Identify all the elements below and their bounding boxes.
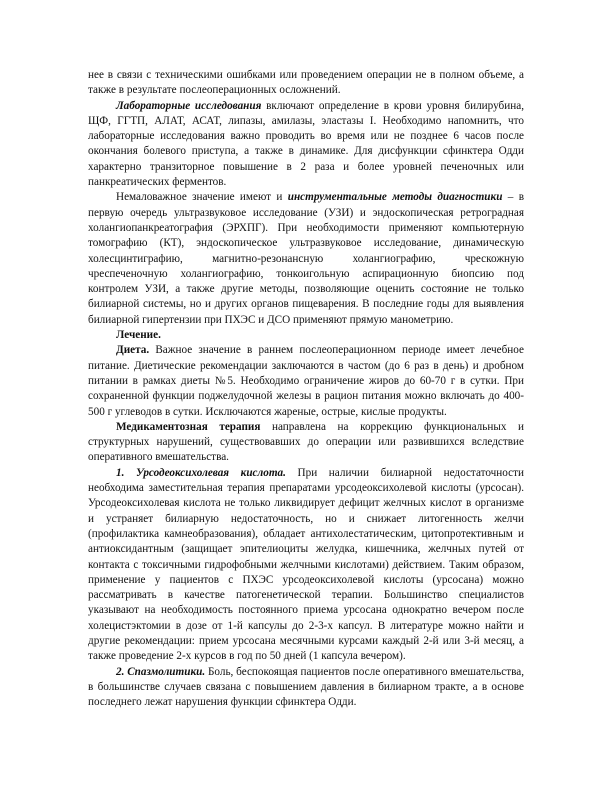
- drug-therapy-text: направлена на коррекцию функциональных и структурных нарушений, существовавших до операции или развившихся вследствие оперативного вмешательства.: [88, 420, 524, 464]
- intro-paragraph: нее в связи с техническими ошибками или проведением операции не в полном объеме, а также в результате послеоперационных осложнений.: [88, 69, 524, 97]
- lab-term: Лабораторные исследования: [116, 99, 262, 112]
- lab-text: включают определение в крови уровня билирубина, ЩФ, ГГТП, АЛАТ, АСАТ, липазы, амилазы, эластазы I. Необходимо напомнить, что лабораторные исследования важно проводить во время или не позднее 6 часов после окончания болевого приступа, а также в динамике. Для дисфункции сфинктера Одди характерно транзиторное повышение в 2 раза и более уровней печеночных или панкреатических ферментов.: [88, 99, 524, 189]
- udca-term: 1. Урсодеоксихолевая кислота.: [116, 466, 286, 479]
- drug-therapy-term: Медикаментозная терапия: [116, 420, 261, 433]
- spasmolytics-paragraph: [88, 665, 524, 711]
- spasmolytics-term: 2. Спазмолитики.: [116, 665, 206, 678]
- instrumental-term: инструментальные методы диагностики: [287, 191, 503, 204]
- udca-text: При наличии билиарной недостаточности необходима заместительная терапия препаратами урсодеоксихолевой кислоты (урсосан). Урсодеоксихолевая кислота не только ликвидирует дефицит желчных кислот в организме и устраняет билиарную недостаточность, но и снижает литогенность желчи (профилактика камнеобразования), обладает антихолестатическим, цитопротективным и антиоксидантным (защищает эпителиоциты желудка, кишечника, желчных путей от контакта с токсичными гидрофобными желчными кислотами) действием. Таким образом, применение у пациентов с ПХЭС урсодеоксихолевой кислоты (урсосана) можно рассматривать в качестве патогенетической терапии. Большинство специалистов указывают на необходимость постоянного приема урсосана однократно вечером после холецистэктомии в дозе от 1-й капсулы до 2-3-х капсул. В литературе можно найти и другие рекомендации: прием урсосана месячными курсами каждый 2-й или 3-й месяц, а также проведение 2-х курсов в год по 50 дней (1 капсула вечером).: [88, 466, 525, 663]
- instrumental-paragraph: [88, 190, 524, 328]
- instrumental-pre: Немаловажное значение имеют и: [116, 191, 288, 204]
- document-page: [88, 68, 524, 710]
- treatment-heading: Лечение.: [116, 329, 161, 342]
- diet-paragraph: [88, 343, 524, 419]
- diet-term: Диета.: [116, 344, 150, 357]
- lab-paragraph: [88, 99, 524, 191]
- udca-paragraph: [88, 466, 524, 665]
- instrumental-text: – в первую очередь ультразвуковое исследование (УЗИ) и эндоскопическая ретроградная холангиопанкреатография (ЭРХПГ). При необходимости применяют компьютерную томографию (КТ), эндоскопическое ультразвуковое исследование, динамическую холесцинтиграфию, магнитно-резонансную холангиографию, чрескожную чреспеченочную холангиографию, тонкоигольную аспирационную биопсию под контролем УЗИ, а также другие методы, позволяющие оценить состояние не только билиарной системы, но и других органов пищеварения. В последние годы для выявления билиарной гипертензии при ПХЭС и ДСО применяют прямую манометрию.: [88, 191, 524, 326]
- diet-text: Важное значение в раннем послеоперационном периоде имеет лечебное питание. Диетические рекомендации заключаются в частом (до 6 раз в день) и дробном питании в рамках диеты №5. Необходимо ограничение жиров до 60-70 г в сутки. При сохраненной функции поджелудочной железы в рацион питания можно включать до 400-500 г углеводов в сутки. Исключаются жареные, острые, кислые продукты.: [88, 344, 524, 418]
- drug-therapy-paragraph: [88, 420, 524, 466]
- spasmolytics-text: Боль, беспокоящая пациентов после оперативного вмешательства, в большинстве случаев связана с повышением давления в билиарном тракте, а в основе последнего лежат нарушения функции сфинктера Одди.: [88, 665, 525, 709]
